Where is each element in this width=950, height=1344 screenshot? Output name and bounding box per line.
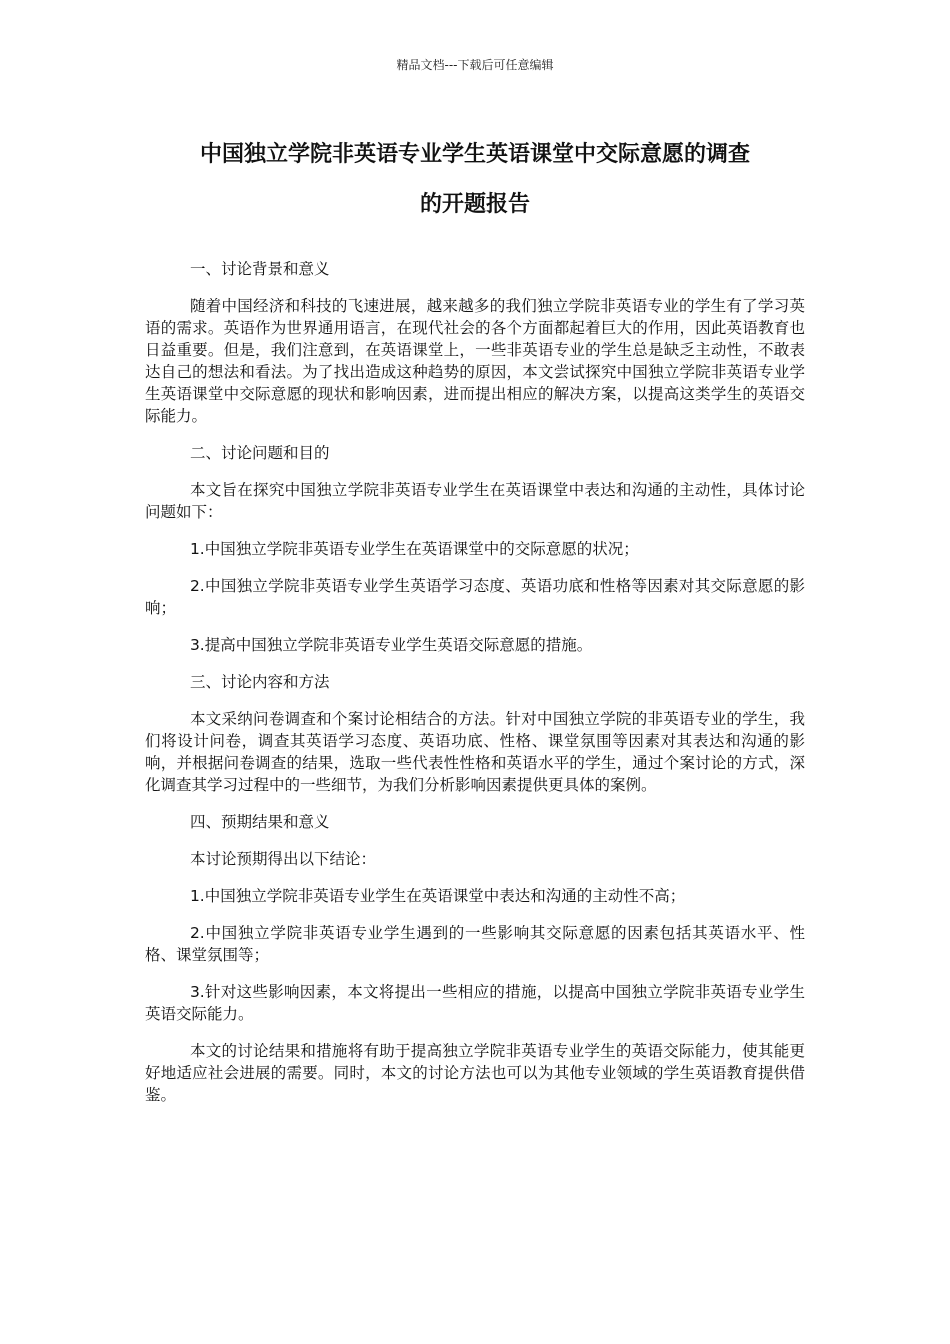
- page-header: 精品文档---下载后可任意编辑: [396, 58, 554, 72]
- question-item-1: 1.中国独立学院非英语专业学生在英语课堂中的交际意愿的状况；: [189, 540, 639, 558]
- paragraph-results-intro: 本讨论预期得出以下结论：: [189, 850, 376, 868]
- paragraph-methods: 本文采纳问卷调查和个案讨论相结合的方法。针对中国独立学院的非英语专业的学生，我们将设计问卷，调查其英语学习态度、英语功底、性格、课堂氛围等因素对其表达和沟通的影响，并根据问卷调查的结果，选取一些代表性性格和英语水平的学生，通过个案讨论的方式，深化调查其学习过程中的一些细节，为我们分析影响因素提供更具体的案例。: [145, 710, 805, 794]
- question-item-3: 3.提高中国独立学院非英语专业学生英语交际意愿的措施。: [189, 636, 593, 654]
- title-line-1: 中国独立学院非英语专业学生英语课堂中交际意愿的调查: [199, 142, 750, 167]
- section-heading-background: 一、讨论背景和意义: [189, 260, 330, 278]
- question-item-2: 2.中国独立学院非英语专业学生英语学习态度、英语功底和性格等因素对其交际意愿的影响；: [145, 577, 805, 617]
- section-heading-results: 四、预期结果和意义: [189, 813, 330, 831]
- paragraph-conclusion: 本文的讨论结果和措施将有助于提高独立学院非英语专业学生的英语交际能力，使其能更好地适应社会进展的需要。同时，本文的讨论方法也可以为其他专业领域的学生英语教育提供借鉴。: [145, 1042, 805, 1104]
- paragraph-background: 随着中国经济和科技的飞速进展，越来越多的我们独立学院非英语专业的学生有了学习英语的需求。英语作为世界通用语言，在现代社会的各个方面都起着巨大的作用，因此英语教育也日益重要。但是，我们注意到，在英语课堂上，一些非英语专业的学生总是缺乏主动性，不敢表达自己的想法和看法。为了找出造成这种趋势的原因，本文尝试探究中国独立学院非英语专业学生英语课堂中交际意愿的现状和影响因素，进而提出相应的解决方案，以提高这类学生的英语交际能力。: [145, 297, 805, 425]
- paragraph-questions-intro: 本文旨在探究中国独立学院非英语专业学生在英语课堂中表达和沟通的主动性，具体讨论问题如下：: [145, 481, 805, 521]
- result-item-1: 1.中国独立学院非英语专业学生在英语课堂中表达和沟通的主动性不高；: [189, 887, 686, 905]
- section-heading-methods: 三、讨论内容和方法: [189, 673, 330, 691]
- result-item-2: 2.中国独立学院非英语专业学生遇到的一些影响其交际意愿的因素包括其英语水平、性格、课堂氛围等；: [145, 924, 805, 964]
- title-line-2: 的开题报告: [419, 192, 530, 217]
- section-heading-questions: 二、讨论问题和目的: [189, 444, 330, 462]
- result-item-3: 3.针对这些影响因素，本文将提出一些相应的措施，以提高中国独立学院非英语专业学生英语交际能力。: [145, 983, 805, 1023]
- document-body: [145, 258, 805, 1121]
- document-title: [145, 130, 805, 230]
